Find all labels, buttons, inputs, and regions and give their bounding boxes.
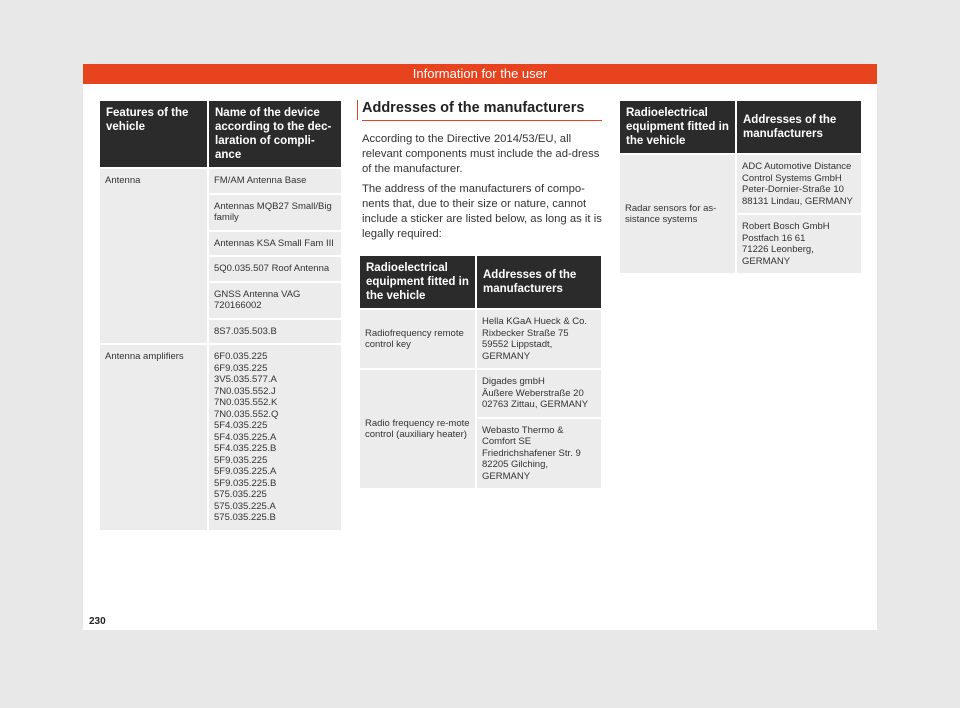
column-header: Radioelectrical equipment fitted in the vehicle [620,101,735,153]
address-cell: Webasto Thermo & Comfort SE Friedrichshafener Str. 9 82205 Gilching, GERMANY [477,419,601,489]
title-rule [357,100,358,120]
column-header: Features of the vehicle [100,101,207,167]
address-cell: Robert Bosch GmbH Postfach 16 61 71226 Leonberg, GERMANY [737,215,861,273]
table-header-row [100,101,341,167]
manual-page [83,64,877,630]
table-row [100,345,341,530]
column-header: Addresses of the manufacturers [477,256,601,308]
table-header-row [360,256,601,308]
address-cell: Digades gmbH Äußere Weberstraße 20 02763 Zittau, GERMANY [477,370,601,417]
header-title: Information for the user [412,66,548,81]
section-title [362,100,602,121]
device-cell: 5Q0.035.507 Roof Antenna [209,257,341,281]
column-header: Name of the device according to the dec-laration of compli-ance [209,101,341,167]
device-cell: FM/AM Antenna Base [209,169,341,193]
equipment-cell: Radio frequency re-mote control (auxiliary heater) [360,370,475,488]
device-cell-amplifiers: 6F0.035.225 6F9.035.225 3V5.035.577.A 7N0.035.552.J 7N0.035.552.K 7N0.035.552.Q 5F4.035.225 5F4.035.225.A 5F4.035.225.B 5F9.035.225 5F9.035.225.A 5F9.035.225.B 575.035.225 575.035.225.A 575.035.225.B [209,345,341,530]
column-header: Addresses of the manufacturers [737,101,861,153]
equipment-cell: Radiofrequency remote control key [360,310,475,368]
page-header [83,64,877,84]
equipment-cell: Radar sensors for as-sistance systems [620,155,735,273]
feature-cell-amplifiers: Antenna amplifiers [100,345,207,530]
device-cell: 8S7.035.503.B [209,320,341,344]
table-header-row [620,101,861,153]
table-row [360,370,601,417]
table-row [360,310,601,368]
page-number: 230 [89,616,106,627]
table-row [620,155,861,213]
column-header: Radioelectrical equipment fitted in the vehicle [360,256,475,308]
table-row [100,169,341,193]
address-cell: ADC Automotive Distance Control Systems GmbH Peter-Dornier-Straße 10 88131 Lindau, GERMANY [737,155,861,213]
section-title-text: Addresses of the manufacturers [362,100,585,116]
address-cell: Hella KGaA Hueck & Co. Rixbecker Straße 75 59552 Lippstadt, GERMANY [477,310,601,368]
radar-table [618,99,863,275]
device-cell: GNSS Antenna VAG 720166002 [209,283,341,318]
device-cell: Antennas KSA Small Fam III [209,232,341,256]
device-cell: Antennas MQB27 Small/Big family [209,195,341,230]
addresses-table [358,254,603,490]
paragraph-address-info: The address of the manufacturers of compo-nents that, due to their size or nature, cannot include a sticker are listed below, as long as it is legally required: [362,183,602,240]
features-table [98,99,343,532]
paragraph-directive: According to the Directive 2014/53/EU, all relevant components must include the ad-dress of the manufacturer. [362,133,600,175]
feature-cell-antenna: Antenna [100,169,207,343]
